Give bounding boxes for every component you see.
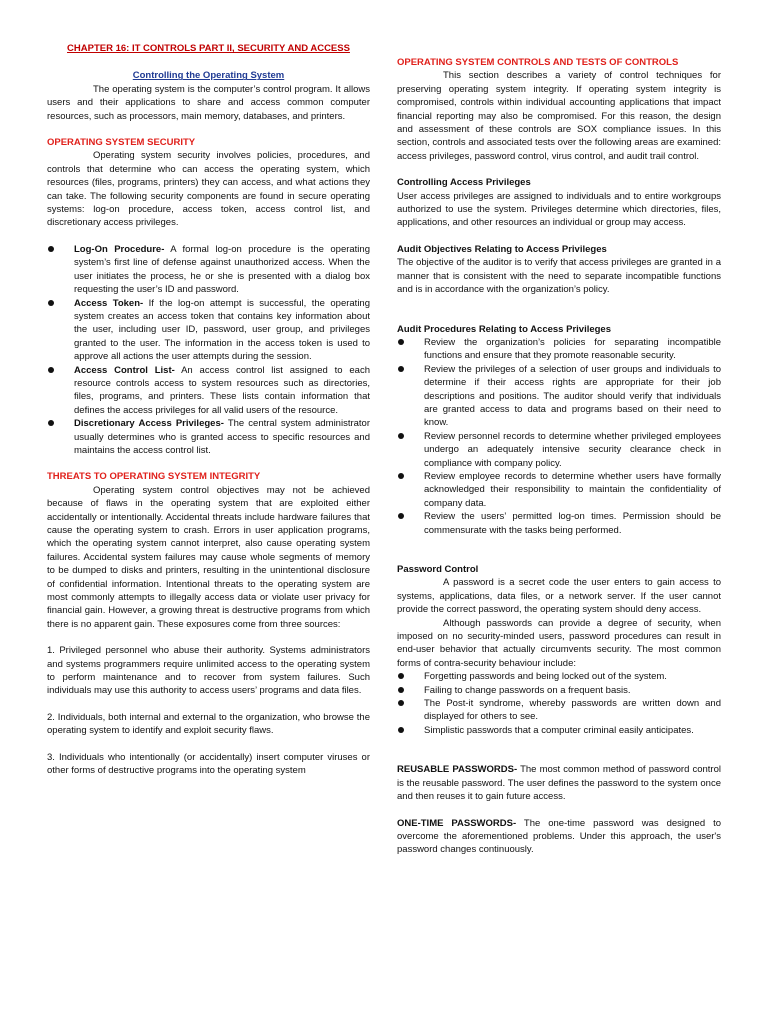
list-item-text: Review employee records to determine whether users have formally acknowledged their responsibility to maintain the confidentiality of company data. bbox=[424, 470, 721, 509]
bullet-icon bbox=[398, 673, 404, 679]
left-column bbox=[47, 42, 370, 857]
list-item-text: Review the privileges of a selection of user groups and individuals to determine if their access rights are appropriate for their job descriptions and positions. The auditor should verify that individuals are granted access to data and programs based on their need to know. bbox=[424, 363, 721, 429]
bullet-icon bbox=[48, 300, 54, 306]
aor-paragraph: The objective of the auditor is to verify that access privileges are granted in a manner that is consistent with the need to separate incompatible functions and is in accordance with the organization’s policy. bbox=[397, 257, 721, 296]
security-components-list bbox=[47, 243, 370, 458]
list-item bbox=[397, 510, 721, 537]
list-item bbox=[47, 297, 370, 364]
definition: If the log-on attempt is successful, the operating system creates an access token that contains key information about the user, including user ID, password, user group, and privileges granted to the user. The information in the access token is used to approve all actions the user attempts during the session. bbox=[74, 297, 370, 363]
list-item bbox=[47, 364, 370, 418]
apr-list bbox=[397, 336, 721, 537]
controls-paragraph: This section describes a variety of control techniques for preserving operating system integrity. If operating system integrity is compromised, controls within individual accounting applications that impact financial reporting may also be compromised. For this reason, the design and assessment of these controls are SOX compliance issues. In this section, controls and associated tests over the following areas are examined: access privileges, password control, virus control, and audit trail control. bbox=[397, 70, 721, 162]
bullet-icon bbox=[398, 687, 404, 693]
list-item-text: Forgetting passwords and being locked out of the system. bbox=[424, 671, 667, 683]
contra-security-list bbox=[397, 670, 721, 737]
list-item-text: Review the organization’s policies for separating incompatible functions and ensure that they promote reasonable security. bbox=[424, 336, 721, 362]
definition: An access control list assigned to each resource controls access to system resources such as directories, files, programs, and printers. These lists contain information that defines the access privileges for all valid users of the resource. bbox=[74, 364, 370, 416]
bullet-icon bbox=[48, 420, 54, 426]
intro-paragraph: The operating system is the computer’s control program. It allows users and their applications to share and access common computer resources, such as processors, main memory, databases, and printers. bbox=[47, 83, 370, 122]
bullet-icon bbox=[398, 513, 404, 519]
term: Access Token- bbox=[74, 297, 144, 309]
threats-paragraph: Operating system control objectives may not be achieved because of flaws in the operating system that are exploited either accidentally or intentionally. Accidental threats include hardware failures that cause the operating system to crash. Errors in user application programs, which the operating system cannot interpret, also cause operating system failures. Accidental system failures may cause whole segments of memory to be dumped to disks and printers, resulting in the unintentional disclosure of confidential information. Intentional threats to the operating system are most commonly attempts to illegally access data or violate user privacy for financial gain. However, a growing threat is destructive programs from which there is no apparent gain. These exposures come from three sources: bbox=[47, 484, 370, 630]
list-item bbox=[47, 417, 370, 457]
bullet-icon bbox=[398, 727, 404, 733]
chapter-title: CHAPTER 16: IT CONTROLS PART II, SECURITY AND ACCESS bbox=[67, 43, 350, 54]
term: Discretionary Access Privileges- bbox=[74, 418, 224, 430]
bullet-icon bbox=[398, 473, 404, 479]
cap-paragraph: User access privileges are assigned to individuals and to entire workgroups authorized to use the system. Privileges determine which directories, files, applications, and other resources an individual or group may access. bbox=[397, 190, 721, 229]
list-item bbox=[397, 470, 721, 510]
list-item-text: Failing to change passwords on a frequent basis. bbox=[424, 684, 631, 696]
bullet-icon bbox=[398, 366, 404, 372]
one-time-passwords-paragraph bbox=[397, 817, 721, 857]
list-item bbox=[397, 697, 721, 724]
list-item bbox=[397, 724, 721, 737]
bullet-icon bbox=[398, 700, 404, 706]
source-item-2: 2. Individuals, both internal and external to the organization, who browse the operating system to identify and exploit security flaws. bbox=[47, 711, 370, 737]
definition: The central system administrator usually determines who is granted access to specific resources and maintains the access control list. bbox=[74, 418, 371, 456]
list-item bbox=[397, 363, 721, 430]
right-column bbox=[397, 56, 721, 857]
reusable-passwords-paragraph bbox=[397, 763, 721, 803]
definition: A formal log-on procedure is the operating system’s first line of defense against unauthorized access. When the user initiates the process, he or she is presented with a dialog box requesting the user’s ID and password. bbox=[74, 243, 370, 296]
password-paragraph-1: A password is a secret code the user enters to gain access to systems, applications, data files, or a network server. If the user cannot provide the correct password, the operating system should deny access. bbox=[397, 577, 721, 616]
definition: The most common method of password control is the reusable password. The user defines the password to the system once and then reuses it to gain future access. bbox=[397, 764, 721, 803]
bullet-icon bbox=[48, 246, 54, 252]
list-item-text: Review the users’ permitted log-on times. Permission should be commensurate with the tasks being performed. bbox=[424, 511, 721, 536]
security-paragraph: Operating system security involves policies, procedures, and controls that determine who can access the operating system, which resources (files, programs, printers) they can access, and what actions they can take. The following security components are found in secure operating systems: log-on procedure, access token, access control list, and discretionary access privileges. bbox=[47, 150, 370, 229]
list-item-text: Review personnel records to determine whether privileged employees undergo an adequately intensive security clearance check in compliance with company policy. bbox=[424, 430, 721, 469]
controls-heading: OPERATING SYSTEM CONTROLS AND TESTS OF CONTROLS bbox=[397, 57, 679, 68]
section-subtitle: Controlling the Operating System bbox=[132, 70, 285, 82]
term: ONE-TIME PASSWORDS- bbox=[397, 817, 517, 829]
definition: The one-time password was designed to overcome the aforementioned problems. Under this approach, the user's password changes continuously. bbox=[397, 817, 721, 856]
cap-heading: Controlling Access Privileges bbox=[397, 177, 531, 189]
bullet-icon bbox=[398, 339, 404, 345]
password-control-heading: Password Control bbox=[397, 564, 479, 575]
term: Access Control List- bbox=[74, 364, 175, 376]
list-item bbox=[397, 336, 721, 363]
list-item bbox=[397, 670, 721, 683]
list-item bbox=[47, 243, 370, 297]
password-paragraph-2: Although passwords can provide a degree of security, when imposed on no security-minded users, password procedures can result in end-user behavior that actually circumvents security. The most common forms of contra-security behaviour include: bbox=[397, 617, 721, 669]
security-heading: OPERATING SYSTEM SECURITY bbox=[47, 137, 196, 149]
list-item-text: The Post-it syndrome, whereby passwords are written down and displayed for others to see. bbox=[424, 698, 721, 723]
aor-heading: Audit Objectives Relating to Access Privileges bbox=[397, 243, 607, 255]
apr-heading: Audit Procedures Relating to Access Privileges bbox=[397, 323, 611, 335]
list-item-text: Simplistic passwords that a computer criminal easily anticipates. bbox=[424, 724, 694, 736]
bullet-icon bbox=[398, 433, 404, 439]
source-item-3: 3. Individuals who intentionally (or accidentally) insert computer viruses or other forms of destructive programs into the operating system bbox=[47, 751, 370, 777]
list-item bbox=[397, 430, 721, 470]
threats-heading: THREATS TO OPERATING SYSTEM INTEGRITY bbox=[47, 471, 261, 483]
list-item bbox=[397, 684, 721, 697]
bullet-icon bbox=[48, 367, 54, 373]
source-item-1: 1. Privileged personnel who abuse their authority. Systems administrators and systems programmers require unlimited access to the operating system to perform maintenance and to recover from system failures. Such individuals may use this authority to access users’ programs and data files. bbox=[47, 645, 370, 697]
term: REUSABLE PASSWORDS- bbox=[397, 764, 518, 776]
term: Log-On Procedure- bbox=[74, 243, 165, 255]
